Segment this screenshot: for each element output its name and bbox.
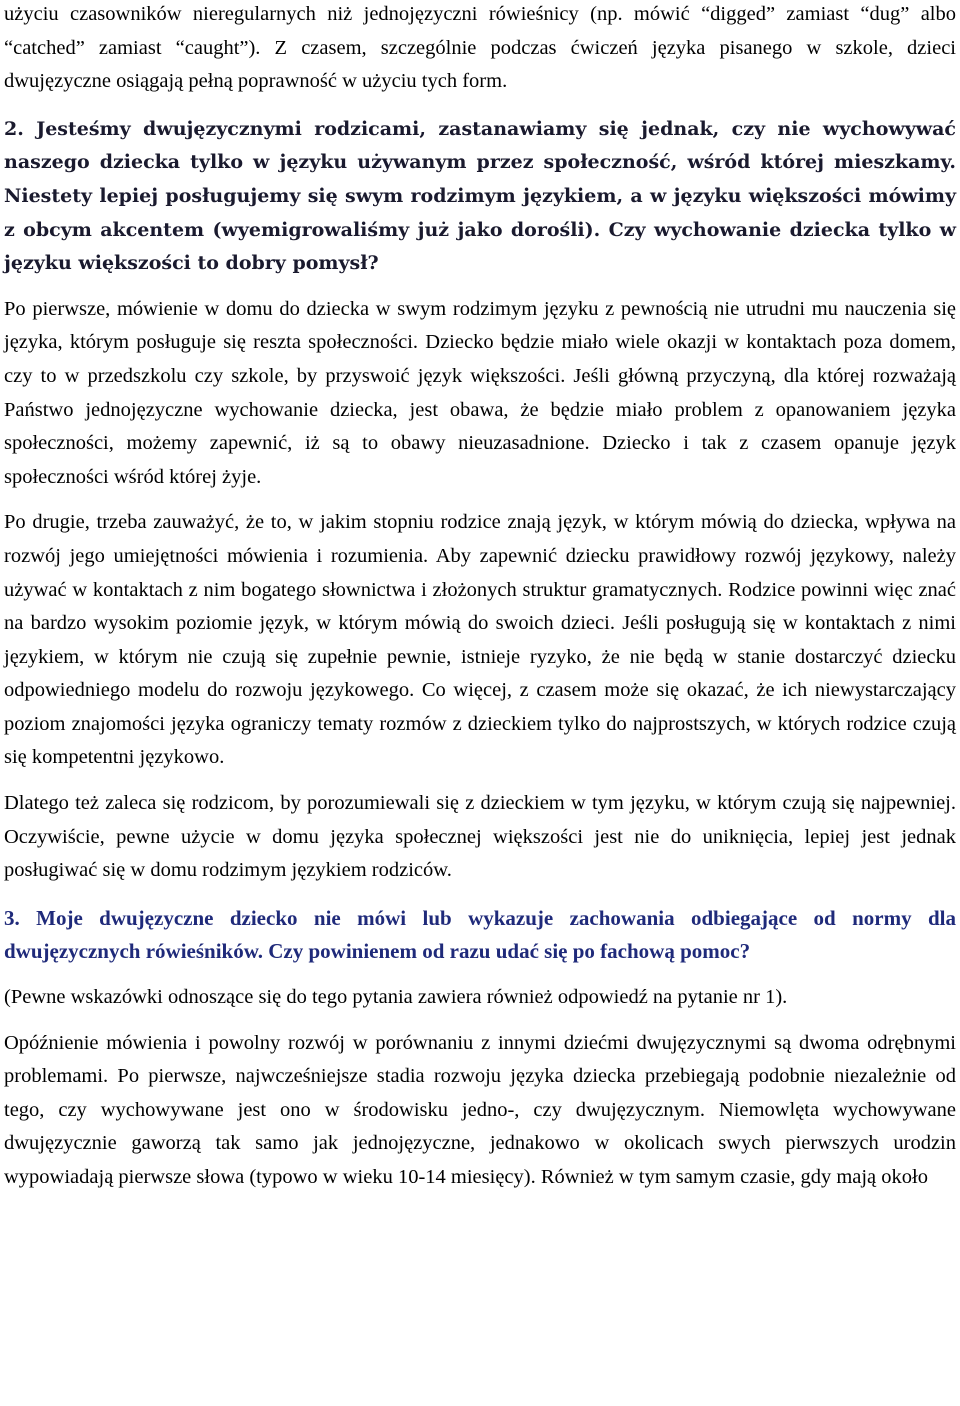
intro-paragraph: użyciu czasowników nieregularnych niż jednojęzyczni rówieśnicy (np. mówić “digged” zamiast “dug” albo “catched” zamiast “caught”). Z czasem, szczególnie podczas ćwiczeń języka pisanego w szkole, dzieci dwujęzyczne osiągają pełną poprawność w użyciu tych form.	[4, 3, 956, 93]
answer-2-paragraph-2: Po drugie, trzeba zauważyć, że to, w jakim stopniu rodzice znają język, w którym mówią do dziecka, wpływa na rozwój jego umiejętności mówienia i rozumienia. Aby zapewnić dziecku prawidłowy rozwój językowy, należy używać w kontaktach z nim bogatego słownictwa i złożonych struktur gramatycznych. Rodzice powinni więc znać na bardzo wysokim poziomie język, w którym mówią do swoich dzieci. Jeśli posługują się w kontaktach z nimi językiem, w którym nie czują się zupełnie pewnie, istnieje ryzyko, że nie będą w stanie dostarczyć dziecku odpowiedniego modelu do rozwoju językowego. Co więcej, z czasem może się okazać, że ich niewystarczający poziom znajomości języka ograniczy tematy rozmów z dzieckiem tylko do najprostszych, w których rodzice czują się kompetentni językowo.	[4, 511, 956, 769]
document-page	[4, 0, 956, 1195]
question-3-heading: 3. Moje dwujęzyczne dziecko nie mówi lub wykazuje zachowania odbiegające od normy dla dwujęzycznych rówieśników. Czy powinienem od razu udać się po fachową pomoc?	[4, 905, 956, 964]
answer-3-paragraph-2: Opóźnienie mówienia i powolny rozwój w porównaniu z innymi dziećmi dwujęzycznymi są dwoma odrębnymi problemami. Po pierwsze, najwcześniejsze stadia rozwoju języka dziecka przebiegają podobnie niezależnie od tego, czy wychowywane jest ono w środowisku jedno-, czy dwujęzycznym. Niemowlęta wychowywane dwujęzycznie gaworzą tak samo jak jednojęzyczne, jednakowo w okolicach swych pierwszych urodzin wypowiadają pierwsze słowa (typowo w wieku 10-14 miesięcy). Również w tym samym czasie, gdy mają około	[4, 1031, 956, 1188]
answer-3-paragraph-1: (Pewne wskazówki odnoszące się do tego pytania zawiera również odpowiedź na pytanie nr 1).	[4, 986, 788, 1009]
question-2-heading: 2. Jesteśmy dwujęzycznymi rodzicami, zastanawiamy się jednak, czy nie wychowywać naszego dziecka tylko w języku używanym przez społeczność, wśród której mieszkamy. Niestety lepiej posługujemy się swym rodzimym językiem, a w języku większości mówimy z obcym akcentem (wyemigrowaliśmy już jako dorośli). Czy wychowanie dziecka tylko w języku większości to dobry pomysł?	[4, 117, 956, 275]
answer-2-paragraph-1: Po pierwsze, mówienie w domu do dziecka w swym rodzimym języku z pewnością nie utrudni mu nauczenia się języka, którym posługuje się reszta społeczności. Dziecko będzie miało wiele okazji w kontaktach poza domem, czy to w przedszkolu czy szkole, by przyswoić język większości. Jeśli główną przyczyną, dla której rozważają Państwo jednojęzyczne wychowanie dziecka, jest obawa, że będzie miało problem z opanowaniem języka społeczności, możemy zapewnić, iż są to obawy nieuzasadnione. Dziecko i tak z czasem opanuje język społeczności wśród której żyje.	[4, 297, 956, 488]
answer-2-paragraph-3: Dlatego też zaleca się rodzicom, by porozumiewali się z dzieckiem w tym języku, w którym czują się najpewniej. Oczywiście, pewne użycie w domu języka społecznej większości jest nie do uniknięcia, lepiej jest jednak posługiwać się w domu rodzimym językiem rodziców.	[4, 792, 956, 882]
